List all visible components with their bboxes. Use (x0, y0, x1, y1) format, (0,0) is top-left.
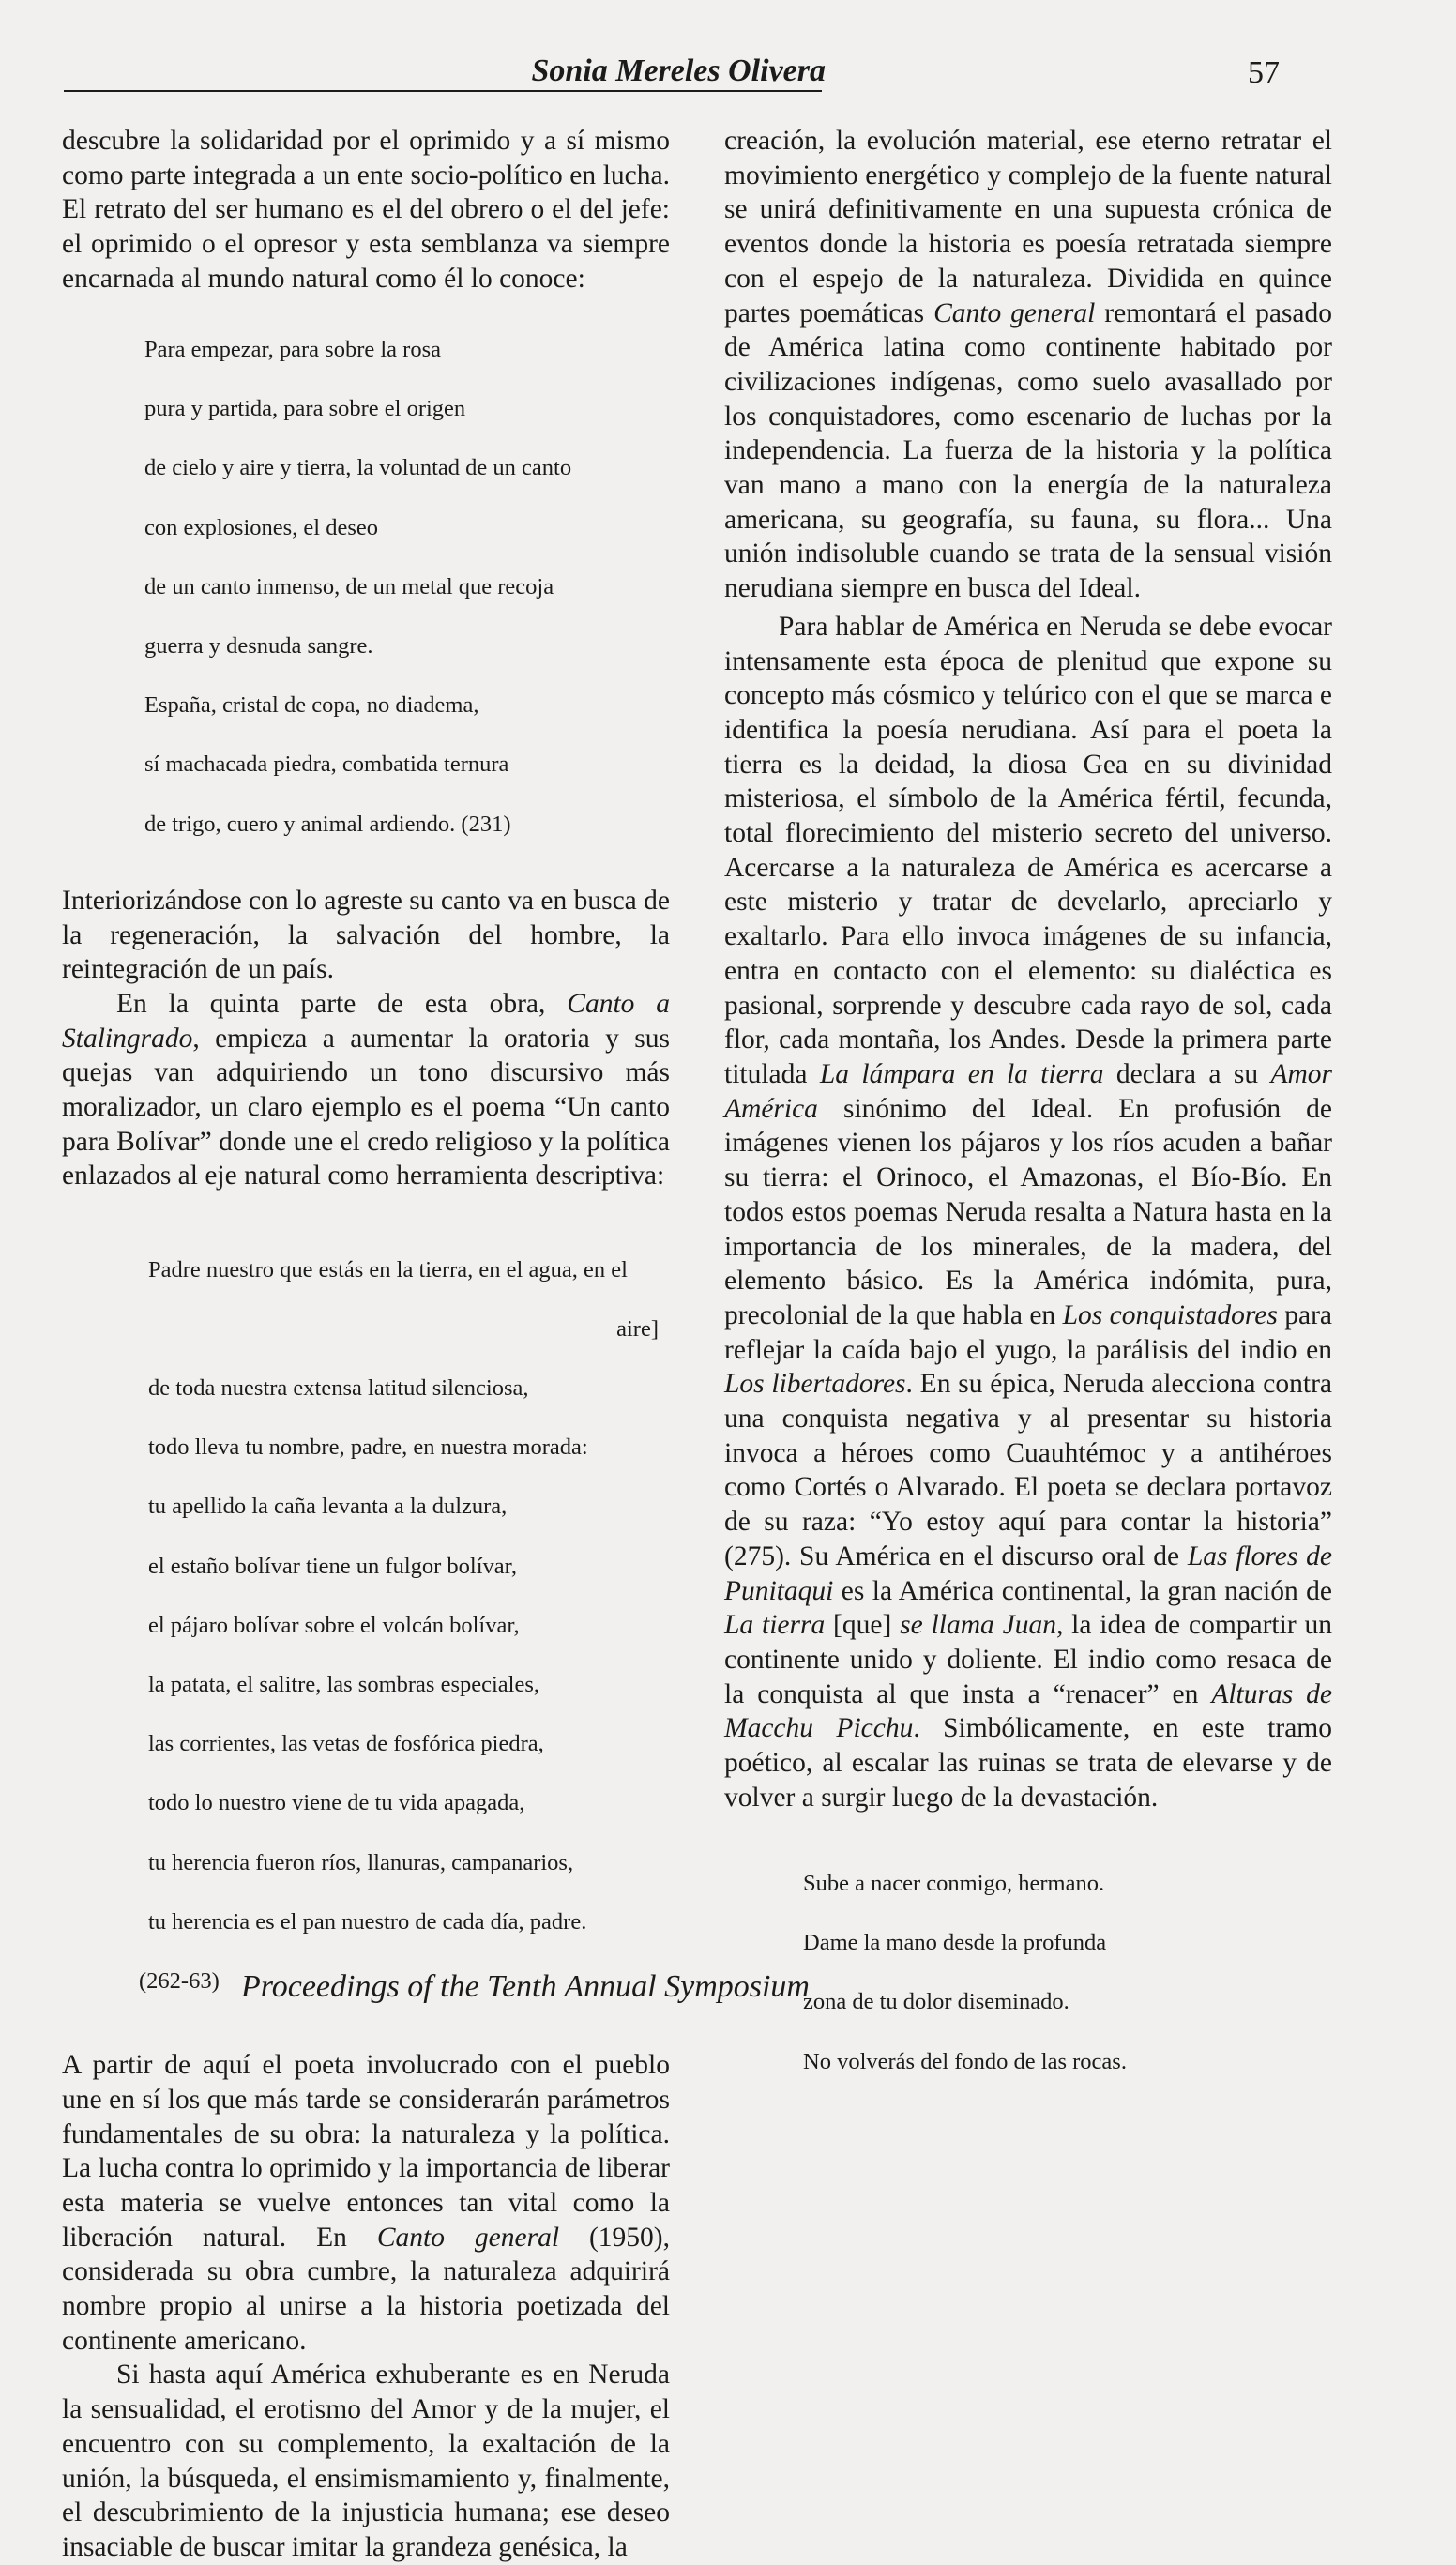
verse-turnover: aire] (616, 1315, 659, 1342)
verse-line: tu herencia es el pan nuestro de cada día, padre. (148, 1908, 587, 1935)
verse-line: tu apellido la caña levanta a la dulzura, (148, 1494, 508, 1520)
verse-line: Dame la mano desde la profunda (803, 1930, 1107, 1956)
verse-line: guerra y desnuda sangre. (144, 633, 373, 660)
verse-line: Sube a nacer conmigo, hermano. (803, 1871, 1105, 1897)
verse-line: Padre nuestro que estás en la tierra, en el agua, en el (148, 1256, 628, 1282)
paragraph: Si hasta aquí América exhuberante es en Neruda la sensualidad, el erotismo del Amor y de la mujer, el encuentro con su complemento, la exaltación de la unión, la búsqueda, el ensimismamiento y, finalmente, el descubrimiento de la injusticia humana; ese deseo insaciable de buscar imitar la grandeza genésica, la (62, 2360, 670, 2562)
verse-quote (139, 1225, 670, 2026)
paragraph (62, 987, 670, 1193)
text-run: , la idea de compartir un continente unido y doliente. El indio como resaca de la conquista al que insta a “renacer” en (724, 1610, 1332, 1709)
text-run: , empieza a aumentar la oratoria y sus quejas van adquiriendo un tono discursivo más moralizador, un claro ejemplo es el poema “Un canto para Bolívar” donde une el credo religioso y la política enlazados al eje natural como herramienta descriptiva: (62, 1023, 670, 1191)
verse-line: España, cristal de copa, no diadema, (144, 692, 479, 719)
page-number: 57 (1248, 55, 1280, 90)
text-run: [que] (833, 1610, 892, 1641)
verse-line: tu herencia fueron ríos, llanuras, campanarios, (148, 1849, 574, 1875)
verse-line: todo lleva tu nombre, padre, en nuestra morada: (148, 1434, 588, 1461)
verse-line: el pájaro bolívar sobre el volcán bolívar, (148, 1612, 520, 1638)
work-title: se llama Juan (900, 1610, 1056, 1641)
text-run: A partir de aquí el poeta involucrado con el pueblo une en sí los que más tarde se considerarán parámetros fundamentales de su obra: la naturaleza y la política. La lucha contra lo oprimido y la importancia de liberar esta materia se vuelve entonces tan vital como la liberación natural. En (62, 2050, 670, 2253)
work-title: Los libertadores (724, 1369, 906, 1400)
verse-line: el estaño bolívar tiene un fulgor bolívar, (148, 1553, 517, 1579)
text-run: Para hablar de América en Neruda se debe evocar intensamente esta época de plenitud que expone su concepto más cósmico y telúrico con el que se marca e identifica la poesía nerudiana. Así para el poeta la tierra es la deidad, la diosa Gea en su divinidad misteriosa, el símbolo de la América fértil, fecunda, total florecimiento del misterio secreto del universo. Acercarse a la naturaleza de América es acercarse a este misterio y tratar de develarlo, apreciarlo y exaltarlo. Para ello invoca imágenes de su infancia, entra en contacto con el elemento: su dialéctica es pasional, sorprende y descubre cada rayo de sol, cada flor, cada montaña, los Andes. Desde la primera parte titulada (724, 611, 1332, 1089)
text-run: (1950), considerada su obra cumbre, la naturaleza adquirirá nombre propio al unirse a la historia poetizada del continente americano. (62, 2222, 671, 2356)
work-title: Canto general (933, 297, 1096, 328)
text-run: . En su épica, Neruda alecciona contra una conquista negativa y al presentar su historia invoca a héroes como Cuauhtémoc y a antihéroes como Cortés o Alvarado. El poeta se declara portavoz de su raza: “Yo estoy aquí para contar la historia” (275). Su América en el discurso oral de (724, 1369, 1332, 1571)
work-title: Canto general (376, 2222, 560, 2253)
verse-line: pura y partida, para sobre el origen (144, 396, 466, 422)
text-run: remontará el pasado de América latina como continente habitado por civilizaciones indígenas, como suelo avasallado por los conquistadores, como escenario de luchas por la independencia. La fuerza de la historia y la política van mano a mano con la energía de la naturaleza americana, su geografía, su fauna, su flora... Una unión indisoluble cuando se trata de la sensual visión nerudiana siempre en busca del Ideal. (724, 297, 1333, 604)
text-run: sinónimo del Ideal. En profusión de imágenes vienen los pájaros y los ríos acuden a bañar su tierra: el Orinoco, el Amazonas, el Bío-Bío. En todos estos poemas Neruda resalta a Natura hasta en la importancia de los minerales, de la madera, del elemento básico. Es la América indómita, pura, precolonial de la que habla en (724, 1093, 1332, 1330)
work-title: Alturas de Macchu Picchu (724, 1678, 1332, 1744)
header-rule (64, 90, 822, 92)
work-title: Los conquistadores (1062, 1299, 1278, 1330)
verse-line: de toda nuestra extensa latitud silenciosa, (148, 1375, 529, 1402)
text-run: creación, la evolución material, ese eterno retratar el movimiento energético y complejo de la fuente natural se unirá definitivamente en una supuesta crónica de eventos donde la historia es poesía retratada siempre con el espejo de la naturaleza. Dividida en quince partes poemáticas (724, 126, 1332, 328)
verse-line: zona de tu dolor diseminado. (803, 1989, 1069, 2015)
text-run: es la América continental, la gran nación de (841, 1575, 1332, 1606)
verse-line: de trigo, cuero y animal ardiendo. (231) (144, 811, 511, 837)
paragraph (724, 610, 1332, 1815)
verse-line: la patata, el salitre, las sombras especiales, (148, 1672, 540, 1698)
paragraph (62, 2048, 670, 2358)
text-run: . Simbólicamente, en este tramo poético, al escalar las ruinas se trata de elevarse y de volver a surgir luego de la devastación. (724, 1713, 1332, 1813)
verse-quote (144, 306, 670, 869)
right-column (724, 124, 1332, 2106)
work-title: Las flores de Punitaqui (724, 1541, 1333, 1606)
running-footer: Proceedings of the Tenth Annual Symposium (241, 1969, 810, 2004)
text-run: para reflejar la caída bajo el yugo, la parálisis del indio en (724, 1299, 1333, 1365)
text-run: En la quinta parte de esta obra, (116, 988, 546, 1019)
paragraph (724, 124, 1332, 606)
work-title: La lámpara en la tierra (819, 1058, 1104, 1089)
verse-line: No volverás del fondo de las rocas. (803, 2048, 1127, 2074)
verse-citation: (262-63) (139, 1967, 220, 1994)
text-run: declara a su (1115, 1058, 1259, 1089)
verse-line: de cielo y aire y tierra, la voluntad de un canto (144, 455, 572, 481)
verse-line: de un canto inmenso, de un metal que recoja (144, 573, 554, 600)
verse-line: las corrientes, las vetas de fosfórica piedra, (148, 1731, 544, 1757)
verse-line: con explosiones, el deseo (144, 514, 379, 540)
verse-line: todo lo nuestro viene de tu vida apagada, (148, 1790, 525, 1816)
work-title: Amor América (724, 1058, 1333, 1124)
paragraph: Interiorizándose con lo agreste su canto va en busca de la regeneración, la salvación del hombre, la reintegración de un país. (62, 885, 670, 985)
paragraph: descubre la solidaridad por el oprimido y a sí mismo como parte integrada a un ente socio-político en lucha. El retrato del ser humano es el del obrero o el del jefe: el oprimido o el opresor y esta semblanza va siempre encarnada al mundo natural como él lo conoce: (62, 126, 670, 294)
left-column (62, 124, 670, 2565)
running-header-author: Sonia Mereles Olivera (531, 53, 826, 88)
verse-line: Para empezar, para sobre la rosa (144, 337, 441, 363)
work-title: La tierra (724, 1610, 826, 1641)
verse-line: sí machacada piedra, combatida ternura (144, 751, 509, 778)
work-title: Canto a Stalingrado (62, 988, 670, 1054)
